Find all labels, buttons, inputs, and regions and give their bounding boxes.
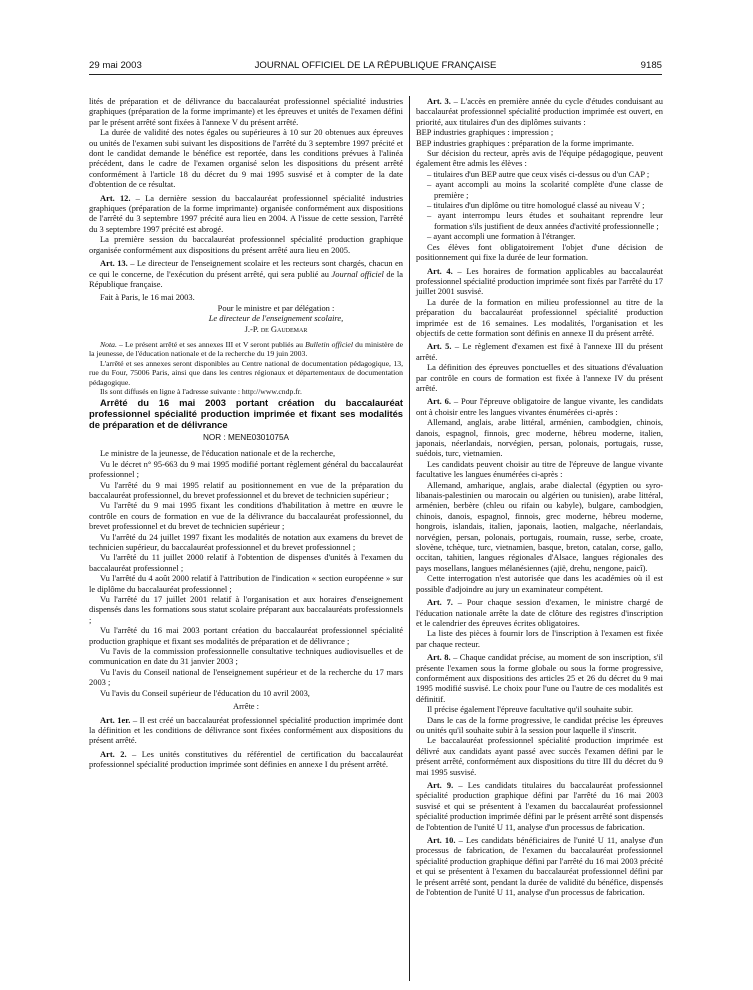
article-8 xyxy=(416,652,663,704)
article-9 xyxy=(416,780,663,832)
visa: Vu le décret n° 95-663 du 9 mai 1995 modifié portant règlement général du baccalauréat professionnel ; xyxy=(89,458,403,480)
article-text: – Il est créé un baccalauréat professionnel spécialité production imprimée dont la définition et les conditions de délivrance sont fixées conformément aux dispositions du présent arrêté. xyxy=(89,714,403,746)
visa: Vu l'arrêté du 24 juillet 1997 fixant les modalités de notation aux examens du brevet de technicien supérieur, du baccalauréat professionnel et du brevet professionnel ; xyxy=(89,531,403,552)
article-label: Art. 8. xyxy=(427,652,451,663)
right-column xyxy=(416,96,663,897)
paragraph: La définition des épreuves ponctuelles et des situations d'évaluation par contrôle en cours de formation est fixée à l'annexe IV du présent arrêté. xyxy=(416,362,663,393)
visa: Vu l'avis de la commission professionnelle consultative techniques audiovisuelles et de communication en date du 31 janvier 2003 ; xyxy=(89,646,403,667)
note-availability: L'arrêté et ses annexes seront disponibles au Centre national de documentation pédagogique, 13, rue du Four, 75006 Paris, ainsi que dans les centres régionaux et départementaux de documentation pédagogique. xyxy=(89,358,403,387)
list-item: – ayant accompli au moins la scolarité complète d'une classe de première ; xyxy=(427,179,663,200)
left-column xyxy=(89,96,403,770)
article-text: – Chaque candidat précise, au moment de son inscription, s'il présente l'examen sous la forme globale ou sous la forme progressive, conformément aux dispositions des articles 25 et 26 du décret du 9 mai 1995 modifié susvisé. Le choix pour l'une ou l'autre de ces modalités est définitif. xyxy=(416,652,663,704)
article-label: Art. 4. xyxy=(427,265,453,276)
article-label: Art. 6. xyxy=(427,396,451,407)
article-4 xyxy=(416,266,663,297)
paragraph: Les candidats peuvent choisir au titre de l'épreuve de langue vivante facultative les langues énumérées ci-après : xyxy=(416,458,663,480)
article-text: – Le directeur de l'enseignement scolaire et les recteurs sont chargés, chacun en ce qui le concerne, de l'exécution du présent arrêté, qui sera publié au xyxy=(89,258,403,279)
nor-reference: NOR : MENE0301075A xyxy=(202,432,289,442)
bulletin-name: Bulletin officiel xyxy=(305,339,353,349)
visa: Vu l'avis du Conseil national de l'enseignement supérieur et de la recherche du 17 mars 2003 ; xyxy=(89,666,403,688)
article-6 xyxy=(416,396,663,417)
signature-title: Le directeur de l'enseignement scolaire, xyxy=(208,313,344,324)
paragraph: Dans le cas de la forme progressive, le candidat précise les épreuves ou unités qu'il souhaite subir à la session pour laquelle il s'inscrit. xyxy=(416,714,663,735)
language-list: Allemand, amharique, anglais, arabe dialectal (égyptien ou syro-libanais-palestinien ou marocain ou algérien ou tunisien), arabe littéral, arménien, berbère (chleu ou rifain ou kabyle), bulgare, cambodgien, chinois, danois, espagnol, finnois, grec moderne, hébreu moderne, hongrois, islandais, italien, japonais, laotien, malgache, néerlandais, norvégien, persan, polonais, portugais, roumain, russe, serbe, croate, slovène, tchèque, turc, vietnamien, basque, breton, catalan, corse, gallo, occitan, tahitien, langues régionales d'Alsace, langues régionales des pays mosellans, langues mélanésiennes (ajië, drehu, nengone, paicî). xyxy=(416,479,663,573)
article-text: – Les unités constitutives du référentiel de certification du baccalauréat professionnel spécialité production imprimée sont définies en annexe I du présent arrêté. xyxy=(89,748,403,770)
article-label: Art. 12. xyxy=(100,192,131,203)
article-7 xyxy=(416,597,663,628)
paragraph: Cette interrogation n'est autorisée que dans les académies où il est possible d'adjoindre au jury un examinateur compétent. xyxy=(416,573,663,594)
article-1 xyxy=(89,715,403,746)
visa: Vu l'arrêté du 4 août 2000 relatif à l'attribution de l'indication « section européenne » sur le diplôme du baccalauréat professionnel ; xyxy=(89,573,403,594)
article-text: – Pour l'épreuve obligatoire de langue vivante, les candidats ont à choisir entre les langues vivantes énumérées ci-après : xyxy=(416,396,663,417)
article-label: Art. 7. xyxy=(427,597,453,608)
article-12 xyxy=(89,193,403,235)
signature-name: J.-P. de Gaudemar xyxy=(244,323,308,334)
decree-title: Arrêté du 16 mai 2003 portant création du baccalauréat professionnel spécialité production imprimée et fixant ses modalités de préparation et de délivrance xyxy=(89,396,403,430)
nota-label: Nota. xyxy=(100,339,117,349)
header-rule xyxy=(89,74,662,75)
column-divider xyxy=(409,96,410,981)
visa: Vu l'arrêté du 16 mai 2003 portant création du baccalauréat professionnel spécialité production graphique et fixant ses modalités de préparation et de délivrance ; xyxy=(89,625,403,646)
journal-name: Journal officiel xyxy=(331,268,384,279)
header-date: 29 mai 2003 xyxy=(89,60,142,71)
fait-line: Fait à Paris, le 16 mai 2003. xyxy=(100,292,195,303)
note-online: Ils sont diffusés en ligne à l'adresse suivante : http://www.cndp.fr. xyxy=(100,387,302,397)
article-text: – Les candidats titulaires du baccalauréat professionnel spécialité production graphique défini par l'arrêté du 16 mai 2003 susvisé et qui se présentent à l'examen du baccalauréat professionnel spécialité production imprimée défini par le présent arrêté sont dispensés de l'obtention de l'unité U 11, analyse d'un processus de fabrication. xyxy=(416,780,663,832)
visa: Vu l'arrêté du 9 mai 1995 fixant les conditions d'habilitation à mettre en œuvre le contrôle en cours de formation en vue de la délivrance du baccalauréat professionnel, du brevet professionnel et du brevet de technicien supérieur ; xyxy=(89,500,403,532)
admission-list xyxy=(416,169,663,242)
visa: Vu l'avis du Conseil supérieur de l'éducation du 10 avril 2003, xyxy=(100,687,310,698)
list-item: – ayant interrompu leurs études et souhaitant reprendre leur formation s'ils justifient de deux années d'activité professionnelle ; xyxy=(427,210,663,231)
list-item: – titulaires d'un diplôme ou titre homologué classé au niveau V ; xyxy=(427,200,645,211)
article-text: – Le règlement d'examen est fixé à l'annexe III du présent arrêté. xyxy=(416,341,663,362)
paragraph: lités de préparation et de délivrance du baccalauréat professionnel spécialité industries graphiques (préparation de la forme imprimante) et les épreuves et unités de l'examen défini par le présent arrêté sont fixées à l'annexe V du présent arrêté. xyxy=(89,96,403,127)
article-label: Art. 1er. xyxy=(100,714,131,725)
visa: Vu l'arrêté du 17 juillet 2001 relatif à l'organisation et aux horaires d'enseignement dispensés dans les formations sous statut scolaire préparant aux baccalauréats professionnels ; xyxy=(89,594,403,625)
paragraph: La première session du baccalauréat professionnel spécialité production graphique organisée conformément aux dispositions du présent arrêté aura lieu en 2005. xyxy=(89,234,403,255)
article-5 xyxy=(416,341,663,362)
list-item: – titulaires d'un BEP autre que ceux visés ci-dessus ou d'un CAP ; xyxy=(427,168,650,179)
article-text: – L'accès en première année du cycle d'études conduisant au baccalauréat professionnel spécialité production imprimée est ouvert, en priorité, aux titulaires d'un des diplômes suivants : xyxy=(416,96,663,127)
visa: Vu l'arrêté du 9 mai 1995 relatif au positionnement en vue de la préparation du baccalauréat professionnel, du brevet professionnel et du brevet de technicien supérieur ; xyxy=(89,479,403,500)
paragraph: Le ministre de la jeunesse, de l'éducation nationale et de la recherche, xyxy=(100,448,336,459)
list-item: – ayant accompli une formation à l'étranger. xyxy=(427,231,576,242)
signature-line: Pour le ministre et par délégation : xyxy=(217,302,335,313)
article-text: – Les horaires de formation applicables au baccalauréat professionnel spécialité production imprimée sont fixés par l'arrêté du 17 juillet 2001 susvisé. xyxy=(416,265,663,297)
diploma-item: BEP industries graphiques : impression ; xyxy=(416,127,554,138)
article-label: Art. 2. xyxy=(100,748,127,759)
article-10 xyxy=(416,835,663,897)
diploma-item: BEP industries graphiques : préparation de la forme imprimante. xyxy=(416,137,634,148)
article-3 xyxy=(416,96,663,127)
paragraph: La durée de la formation en milieu professionnel au titre de la préparation du baccalauréat professionnel spécialité production imprimée est de 16 semaines. Les modalités, l'organisation et les objectifs de cette formation sont définis en annexe II du présent arrêté. xyxy=(416,296,663,338)
nota: Nota. – Le présent arrêté et ses annexes III et V seront publiés au Bulletin officiel du ministère de la jeunesse, de l'éducation nationale et de la recherche du 19 juin 2003. xyxy=(89,339,403,359)
paragraph: Le baccalauréat professionnel spécialité production imprimée est délivré aux candidats ayant passé avec succès l'examen défini par le présent arrêté, conformément aux dispositions du titre III du décret du 9 mai 1995 susvisé. xyxy=(416,735,663,777)
article-text: – La dernière session du baccalauréat professionnel spécialité industries graphiques (préparation de la forme imprimante) organisée conformément aux dispositions de l'arrêté du 3 septembre 1997 précité aura lieu en 2004. A l'issue de cette session, l'arrêté du 3 septembre 1997 précité est abrogé. xyxy=(89,192,403,234)
header-journal-title: JOURNAL OFFICIEL DE LA RÉPUBLIQUE FRANÇAISE xyxy=(254,60,497,71)
article-text: – Pour chaque session d'examen, le ministre chargé de l'éducation nationale arrête la date de clôture des registres d'inscription et le calendrier des épreuves écrites obligatoires. xyxy=(416,597,663,628)
paragraph: Sur décision du recteur, après avis de l'équipe pédagogique, peuvent également être admis les élèves : xyxy=(416,148,663,169)
article-2 xyxy=(89,749,403,770)
article-text: – Les candidats bénéficiaires de l'unité U 11, analyse d'un processus de fabrication, de l'examen du baccalauréat professionnel spécialité production graphique défini par l'arrêté du 16 mai 2003 précité et qui se présentent à l'examen du baccalauréat professionnel défini par le présent arrêté sont, pendant la durée de validité du bénéfice, dispensés de l'obtention de l'unité U 11, analyse d'un processus de fabrication. xyxy=(416,835,663,898)
language-list: Allemand, anglais, arabe littéral, arménien, cambodgien, chinois, danois, espagnol, finnois, grec moderne, hébreu moderne, italien, japonais, néerlandais, norvégien, persan, polonais, portugais, russe, suédois, turc, vietnamien. xyxy=(416,417,663,459)
article-text: de la République française. xyxy=(89,268,403,289)
paragraph: Il précise également l'épreuve facultative qu'il souhaite subir. xyxy=(427,704,633,715)
article-label: Art. 13. xyxy=(100,258,128,269)
arrete-heading: Arrête : xyxy=(232,701,259,712)
article-label: Art. 10. xyxy=(427,835,456,846)
header-page-number: 9185 xyxy=(640,60,662,71)
paragraph: Ces élèves font obligatoirement l'objet d'une décision de positionnement qui fixe la durée de leur formation. xyxy=(416,241,663,263)
paragraph: La liste des pièces à fournir lors de l'inscription à l'examen est fixée par chaque recteur. xyxy=(416,628,663,649)
article-label: Art. 3. xyxy=(427,96,451,106)
paragraph: La durée de validité des notes égales ou supérieures à 10 sur 20 obtenues aux épreuves ou unités de l'examen subi suivant les dispositions de l'arrêté du 3 septembre 1997 précité et dont le candidat demande le bénéfice est reportée, dans les conditions prévues à l'alinéa précédent, dans le cadre de l'examen organisé selon les dispositions du présent arrêté conformément à l'article 18 du décret du 9 mai 1995 susvisé et à compter de la date d'obtention de ce résultat. xyxy=(89,127,403,190)
article-label: Art. 5. xyxy=(427,341,452,352)
article-label: Art. 9. xyxy=(427,780,454,790)
article-13 xyxy=(89,258,403,289)
visa: Vu l'arrêté du 11 juillet 2000 relatif à l'obtention de dispenses d'unités à l'examen du baccalauréat professionnel ; xyxy=(89,552,403,573)
